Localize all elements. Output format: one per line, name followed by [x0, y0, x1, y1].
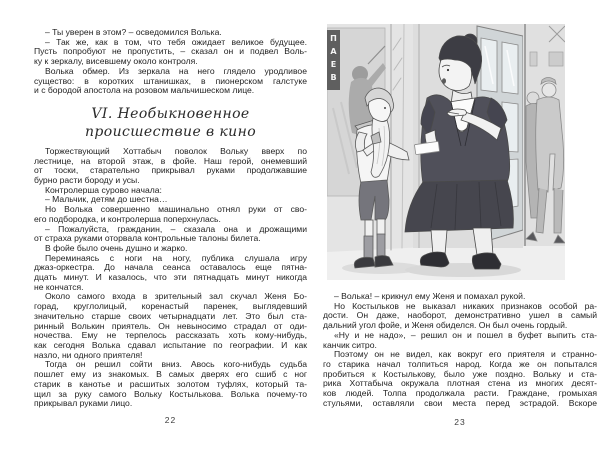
text-line: Около самого входа в зрительный зал скучал Женя Бо-	[45, 291, 307, 302]
text-line: Пусть попробуют не пропустить, – сказал он и подвел Воль-	[34, 46, 307, 57]
poster-letter: А	[330, 47, 337, 56]
text-line: Но Костыльков не выказал никаких признаков особой ра-	[334, 300, 597, 311]
text-line: Но Волька совершенно машинально отнял руки от сво-	[45, 204, 307, 215]
text-line: назло, ни одного приятеля!	[34, 349, 143, 360]
paragraph	[323, 331, 597, 350]
text-line: – Волька! – крикнул ему Женя и помахал рукой.	[334, 291, 526, 301]
text-line: значительно старше своих четырнадцати лет. Это был ста-	[34, 310, 307, 321]
text-line: его подбородка, и контролерша поперхнулась.	[34, 213, 221, 224]
text-line: как сегодня Волька сдавал испытание по географии. И как	[34, 339, 307, 350]
text-line: – Пожалуйста, гражданин, – сказала она и дрожащими	[45, 223, 307, 234]
text-line: Волька обмер. Из зеркала на него глядело уродливое	[45, 65, 307, 76]
paragraph	[34, 225, 307, 244]
text-line: прикрывал руками лицо.	[34, 398, 133, 409]
text-line: дцать минут. И казалось, что эти пятнадцать минут никогда	[34, 272, 307, 283]
chapter-heading	[34, 105, 307, 141]
text-line: Тогда он решил сойти вниз. Авось кого-нибудь судьба	[45, 359, 307, 370]
chapter-heading-line1: VI. Необыкновенное	[91, 105, 250, 122]
text-line: от тоски, старательно прикрывал руками продолжавшие	[34, 165, 307, 176]
text-line: Поэтому он не видел, как вокруг его приятеля и странно-	[334, 349, 597, 360]
boy-sock	[377, 234, 385, 256]
page-number-left: 22	[164, 415, 177, 425]
text-line: ринный Волькин приятель. Он невыносимо страдал от оди-	[34, 320, 307, 331]
text-line: Контролерша сурово начала:	[45, 184, 162, 195]
paragraph	[34, 67, 307, 96]
text-line: В фойе было очень душно и жарко.	[45, 242, 188, 253]
text-line: не кончатся.	[34, 281, 84, 292]
text-line: дости. Он даже, наоборот, демонстративно ушел в самый	[323, 310, 597, 321]
text-line: дальний угол фойе, и Женя обиделся. Он был очень гордый.	[323, 320, 568, 331]
poster-letter: В	[330, 73, 337, 82]
paragraph-group-body	[34, 147, 307, 409]
text-line: старик в канотье и расшитых золотом туфлях, который та-	[34, 378, 307, 389]
chapter-heading-line2: происшествие в кино	[84, 123, 257, 140]
text-line: стульями, оставляли свои места перед эстрадой. Вскоре	[323, 397, 597, 408]
poster-letter: П	[330, 34, 337, 43]
text-line: ков людей. Толпа продолжала расти. Граждане, громыхая	[323, 388, 597, 399]
paragraph	[323, 350, 597, 408]
paragraph	[34, 147, 307, 186]
paragraph	[34, 38, 307, 67]
text-line: горад, круглолицый, коренастый паренек, выглядевший	[34, 301, 307, 312]
text-line: канчик ситро.	[323, 339, 377, 350]
text-line: рика Хоттабыча окружала плотная стена из многих десят-	[323, 378, 597, 389]
text-line: существо: в коротких штанишках, в пионерском галстуке	[34, 75, 307, 86]
paragraph-group-right	[323, 292, 597, 408]
paragraph	[34, 292, 307, 360]
paragraph	[34, 254, 307, 293]
right-text-column	[323, 292, 597, 408]
text-line: Переминаясь с ноги на ногу, публика слушала игру	[45, 252, 307, 263]
paragraph	[34, 205, 307, 224]
text-line: бурно расти бороду и усы.	[34, 175, 140, 186]
text-line: го старика начал толпиться народ. Когда же он попытался	[323, 358, 597, 369]
text-line: пробиться к Костылькову, было уже поздно. Вольку и ста-	[323, 368, 597, 379]
text-line: Торжествующий Хоттабыч поволок Вольку вверх по	[45, 145, 307, 156]
page-number-right: 23	[454, 417, 466, 427]
illustration-drawing	[327, 24, 565, 280]
woman-skirt	[405, 180, 513, 232]
text-line: лестнице, на второй этаж, в фойе. Наш герой, онемевший	[34, 155, 307, 166]
text-line: ку к зеркалу, висевшему около контроля.	[34, 56, 198, 67]
left-text-column	[34, 28, 307, 409]
text-line: – Так же, как в том, что тебя ожидает великое будущее.	[45, 36, 307, 47]
text-line: от страха руками оторвала контрольные талоны билета.	[34, 233, 261, 244]
paragraph	[34, 360, 307, 409]
poster-letter: Е	[330, 60, 337, 69]
paragraph	[323, 302, 597, 331]
boy-sock	[364, 236, 373, 258]
open-mouth	[442, 78, 446, 84]
text-line: джаз-оркестра. До начала сеанса оставалось еще пятна-	[34, 262, 307, 273]
paragraph-group-intro	[34, 28, 307, 96]
text-line: «Ну и не надо», – решил он и пошел в буфет выпить ста-	[334, 329, 597, 340]
text-line: – Мальчик, детям до шестна…	[45, 194, 168, 205]
text-line: пошлет ему из знакомых. В самых дверях его сшиб с ног	[34, 369, 307, 380]
text-line: ночества. Ему не терпелось рассказать хоть кому-нибудь,	[34, 330, 307, 341]
text-line: и с бородой апостола на розовом мальчишеском лице.	[34, 85, 255, 96]
text-line: – Ты уверен в этом? – осведомился Волька.	[45, 27, 222, 37]
text-line: щил за руку самого Вольку Костылькова. Волька почему-то	[34, 388, 307, 399]
cinema-foyer-illustration	[327, 24, 565, 280]
